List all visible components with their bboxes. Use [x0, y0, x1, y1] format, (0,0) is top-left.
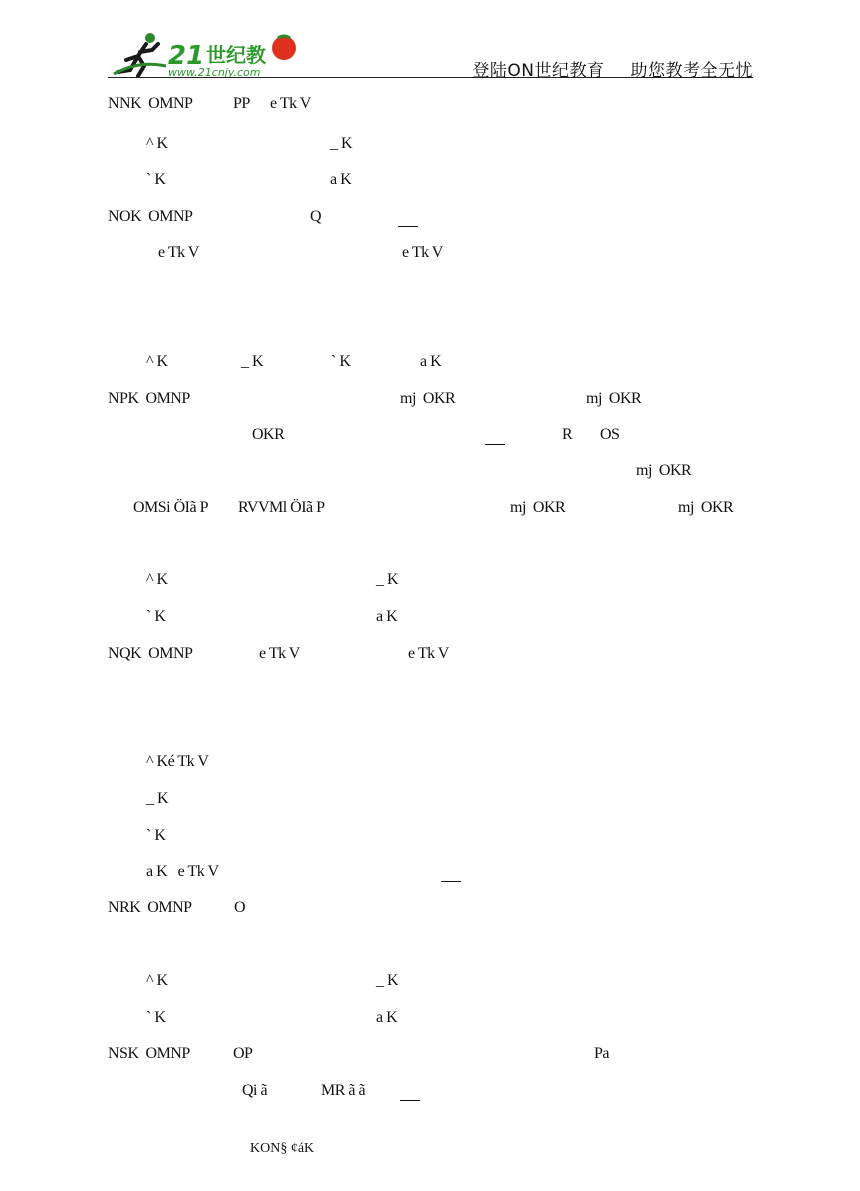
slogan-right: 助您教考全无忧 — [630, 61, 753, 81]
q12-option-a: ^ K — [146, 353, 168, 370]
question-16-number: NSK OMNP — [108, 1045, 190, 1062]
page-footer: KON§ ¢áK — [250, 1141, 315, 1156]
q13-option-c: ` K — [146, 608, 166, 625]
q11-option-a: ^ K — [146, 135, 168, 152]
question-12-number: NOK OMNP — [108, 208, 193, 225]
q13-value-1: mj OKR — [400, 390, 456, 407]
q13-value-9: mj OKR — [510, 499, 566, 516]
slogan-left: 登陆ON世纪教育 — [472, 61, 605, 81]
q14-text-2: e Tk V — [408, 645, 449, 662]
q16-value-2: MR ã ã — [321, 1082, 366, 1099]
q13-option-d: a K — [376, 608, 398, 625]
tomato-icon — [272, 36, 296, 60]
q15-option-c: ` K — [146, 1009, 166, 1026]
q12-text-3: e Tk V — [402, 244, 443, 261]
q16-value-1: Qi ã — [242, 1082, 268, 1099]
q13-value-4: R — [562, 426, 573, 443]
q11-option-d: a K — [330, 171, 352, 188]
question-13-number: NPK OMNP — [108, 390, 190, 407]
q16-text-2: Pa — [594, 1045, 609, 1062]
q13-option-b: _ K — [376, 571, 399, 588]
q13-option-a: ^ K — [146, 571, 168, 588]
q14-text: e Tk V — [259, 645, 300, 662]
q11-text-2: e Tk V — [270, 95, 311, 112]
q11-text: PP — [233, 95, 250, 112]
q13-value-3: OKR — [252, 426, 285, 443]
q13-value-2: mj OKR — [586, 390, 642, 407]
q12-option-c: ` K — [331, 353, 351, 370]
answer-blank — [485, 444, 505, 445]
q15-option-a: ^ K — [146, 972, 168, 989]
q13-value-5: OS — [600, 426, 620, 443]
answer-blank — [398, 226, 418, 227]
q11-option-c: ` K — [146, 171, 166, 188]
q13-value-7: OMSi ÖIã P — [133, 499, 209, 516]
q12-text: Q — [310, 208, 322, 225]
q14-option-d: a K e Tk V — [146, 863, 219, 880]
question-11-number: NNK OMNP — [108, 95, 193, 112]
q16-text: OP — [233, 1045, 253, 1062]
answer-blank — [400, 1100, 420, 1101]
q12-option-d: a K — [420, 353, 442, 370]
runner-icon — [114, 33, 166, 76]
q14-option-b: _ K — [146, 790, 169, 807]
logo-number: 21 — [168, 41, 205, 71]
question-15-number: NRK OMNP — [108, 899, 192, 916]
logo-text: 世纪教 — [206, 43, 266, 67]
q13-value-10: mj OKR — [678, 499, 734, 516]
logo — [108, 30, 308, 80]
q15-option-d: a K — [376, 1009, 398, 1026]
question-14-number: NQK OMNP — [108, 645, 193, 662]
header-rule — [108, 77, 753, 78]
q14-option-c: ` K — [146, 827, 166, 844]
q13-value-6: mj OKR — [636, 462, 692, 479]
q12-text-2: e Tk V — [158, 244, 199, 261]
q15-option-b: _ K — [376, 972, 399, 989]
logo-url: www.21cnjy.com — [168, 66, 261, 79]
answer-blank — [441, 881, 461, 882]
q14-option-a: ^ Ké Tk V — [146, 753, 209, 770]
q13-value-8: RVVMl ÖIã P — [238, 499, 325, 516]
q12-option-b: _ K — [241, 353, 264, 370]
q11-option-b: _ K — [330, 135, 353, 152]
q15-text: O — [234, 899, 246, 916]
